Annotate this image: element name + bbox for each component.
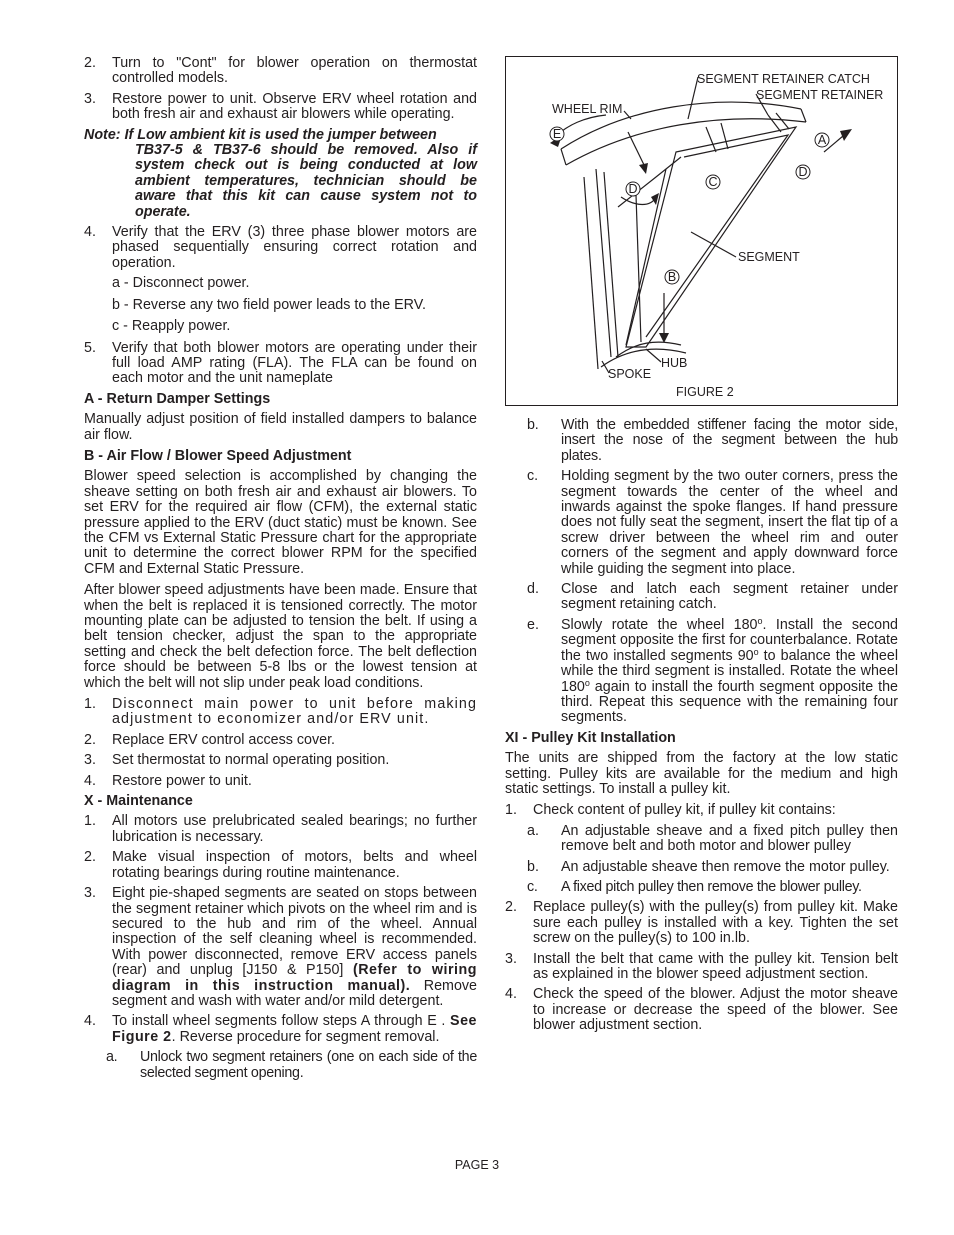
sub-step-text: . Install the second segment opposite the first for counterbalance. Rotate the two installed segments 90: [561, 616, 898, 664]
sub-step-text: An adjustable sheave then remove the motor pulley.: [561, 858, 890, 875]
sub-step: [84, 1050, 477, 1081]
degree-mark: o: [753, 646, 759, 657]
sub-step-text: A fixed pitch pulley then remove the blower pulley.: [561, 878, 862, 895]
figure-reference: See Figure 2: [112, 1013, 477, 1045]
sub-step-text: Close and latch each segment retainer under segment retaining catch.: [561, 581, 898, 613]
figure-caption: FIGURE 2: [676, 385, 734, 399]
sub-step-letter: a.: [527, 822, 539, 839]
sub-step: c - Reapply power.: [112, 318, 231, 335]
list-item: [505, 952, 898, 983]
item-text: Check the speed of the blower. Adjust the motor sheave to increase or decrease the speed of the blower. See blower adjustment section.: [533, 986, 898, 1034]
paragraph: Blower speed selection is accomplished by changing the sheave setting on both fresh air and exhaust air blowers. To set ERV for the required air flow (CFM), the external static pressure applied to the ERV (duct static) must be known. See the CFM vs External Static Pressure chart for the appropriate unit to determine the correct blower RPM for the specified CFM and External Static Pressure.: [84, 468, 477, 577]
paragraph: Manually adjust position of field installed dampers to balance air flow.: [84, 411, 477, 443]
note-rest: TB37-5 & TB37-6 should be removed. Also if system check out is being conducted at low ambient temperatures, technician should be aware that this kit can cause system not to operate.: [135, 142, 477, 220]
page-number: PAGE 3: [454, 1158, 500, 1172]
item-number: 3.: [505, 950, 517, 967]
marker-e: E: [552, 127, 562, 141]
sub-step-letter: c.: [527, 878, 538, 895]
list-item: [84, 753, 477, 768]
item-text: Replace pulley(s) with the pulley(s) from pulley kit. Make sure each pulley is installed with a key. Tighten the set screw on the pulley(s) to 100 in.lb.: [533, 899, 898, 947]
section-heading-pulley-kit: XI - Pulley Kit Installation: [505, 729, 676, 746]
list-item: [84, 1014, 477, 1045]
marker-a: A: [817, 133, 827, 147]
label-segment-retainer-catch: SEGMENT RETAINER CATCH: [697, 72, 870, 86]
sub-step: b - Reverse any two field power leads to the ERV.: [112, 296, 426, 313]
sub-step: a - Disconnect power.: [112, 275, 250, 292]
item-text: Make visual inspection of motors, belts and wheel rotating bearings during routine maintenance.: [112, 849, 477, 881]
list-item: [84, 814, 477, 845]
marker-b: B: [667, 270, 677, 284]
section-heading-maintenance: X - Maintenance: [84, 793, 193, 810]
label-hub: HUB: [661, 356, 688, 370]
sub-step-text: to balance the wheel while the third segment is installed. Rotate the wheel 180: [561, 647, 898, 695]
item-text: To install wheel segments follow steps A through E .: [112, 1013, 446, 1030]
marker-d: D: [798, 165, 808, 179]
spoke-line: [584, 177, 598, 369]
paragraph: After blower speed adjustments have been made. Ensure that when the belt is replaced it is tensioned correctly. The motor mounting plate can be adjusted to tension the belt. If using a belt tension checker, adjust the span to the appropriate setting and check the belt defection force. The belt deflection force should be between 5-8 lbs or the lowest tension at which the belt will not slip under peak load conditions.: [84, 582, 477, 691]
item-text: Remove segment and wash with water and/or mild detergent.: [112, 977, 478, 1009]
item-number: 2.: [84, 731, 96, 748]
sub-step-text: Slowly rotate the wheel 180: [561, 616, 758, 633]
item-text: Eight pie-shaped segments are seated on stops between the segment retainer which pivots on the wheel rim and is secured to the hub and rim of the wheel. Annual inspection of the self cleaning wheel is recommended. With power disconnected, remove ERV access panels (rear) and unplug [J150 & P150]: [112, 885, 477, 979]
list-item: [84, 697, 477, 728]
item-text: Restore power to unit. Observe ERV wheel rotation and both fresh air and exhaust air blowers while operating.: [112, 90, 477, 123]
sub-step-letter: b.: [527, 858, 539, 875]
item-number: 2.: [505, 899, 517, 916]
item-text: Disconnect main power to unit before making adjustment to economizer and/or ERV unit.: [112, 696, 477, 728]
section-heading-return-damper: A - Return Damper Settings: [84, 390, 271, 407]
sub-step: [505, 860, 898, 875]
item-number: 3.: [84, 752, 96, 769]
item-text: Verify that both blower motors are operating under their full load AMP rating (FLA). The FLA can be found on each motor and the unit nameplate: [112, 339, 477, 387]
paragraph: The units are shipped from the factory at the low static setting. Pulley kits are available for the medium and high static settings. To install a pulley kit.: [505, 750, 898, 797]
note-lead: Note: If Low ambient kit is used the jumper between: [84, 126, 437, 143]
label-spoke: SPOKE: [608, 367, 652, 381]
label-segment-retainer: SEGMENT RETAINER: [756, 88, 884, 102]
list-item: [84, 886, 477, 1009]
left-column: [84, 56, 477, 1086]
item-number: 4.: [84, 1013, 96, 1030]
sub-step-text: With the embedded stiffener facing the motor side, insert the nose of the segment between the hub plates.: [561, 417, 898, 464]
degree-mark: o: [584, 677, 590, 688]
marker-d: D: [628, 182, 638, 196]
wheel-rim-inner: [566, 119, 806, 165]
list-item: [84, 850, 477, 881]
item-text: All motors use prelubricated sealed bearings; no further lubrication is necessary.: [112, 813, 477, 845]
sub-step-text: Holding segment by the two outer corners, press the segment towards the center of the wheel and inwards against the spoke flanges. If hand pressure does not fully seat the segment, insert the flat tip of a screw driver between the wheel rim and outer corners of the segment and apply downward force while guiding the segment into place.: [561, 468, 898, 577]
list-item: [84, 733, 477, 748]
sub-step-letter: a.: [106, 1049, 118, 1066]
wheel-diagram-svg: [506, 57, 899, 407]
item-text: Restore power to unit.: [112, 772, 252, 789]
list-item: [84, 92, 477, 123]
item-number: 4.: [84, 224, 96, 241]
list-item: [84, 225, 477, 271]
sub-step-letter: b.: [527, 417, 539, 433]
sub-step: [505, 582, 898, 613]
item-number: 3.: [84, 885, 96, 902]
section-heading-air-flow: B - Air Flow / Blower Speed Adjustment: [84, 447, 352, 464]
item-text: Replace ERV control access cover.: [112, 731, 336, 748]
sub-step: [505, 615, 898, 726]
list-item: [84, 56, 477, 87]
sub-step: [505, 469, 898, 577]
list-item: [505, 803, 898, 818]
item-number: 1.: [505, 802, 517, 819]
sub-step-text: Unlock two segment retainers (one on each side of the selected segment opening.: [140, 1049, 477, 1081]
sub-step-text: An adjustable sheave and a fixed pitch pulley then remove belt and both motor and blower pulley: [561, 822, 898, 855]
sub-step-letter: d.: [527, 581, 539, 598]
list-item: [84, 341, 477, 387]
item-number: 2.: [84, 849, 96, 866]
item-number: 4.: [505, 986, 517, 1003]
item-text: . Reverse procedure for segment removal.: [171, 1028, 440, 1045]
item-text: Set thermostat to normal operating position.: [112, 752, 390, 769]
figure-2-wheel-diagram: [505, 56, 898, 406]
list-item: [505, 987, 898, 1033]
marker-c: C: [708, 175, 718, 189]
item-text: Verify that the ERV (3) three phase blower motors are phased sequentially ensuring correct rotation and operation.: [112, 224, 477, 271]
item-text: Install the belt that came with the pulley kit. Tension belt as explained in the blower speed adjustment section.: [533, 950, 898, 982]
sub-step: [505, 418, 898, 464]
label-wheel-rim: WHEEL RIM: [552, 102, 623, 116]
list-item: [84, 774, 477, 789]
sub-step-letter: e.: [527, 616, 539, 633]
item-number: 4.: [84, 772, 96, 789]
right-column: [505, 418, 898, 1039]
item-number: 2.: [84, 55, 96, 71]
item-text: Turn to "Cont" for blower operation on thermostat controlled models.: [112, 55, 477, 87]
list-item: [505, 900, 898, 946]
sub-step: [505, 880, 898, 895]
item-number: 1.: [84, 696, 96, 713]
sub-step-text: again to install the fourth segment opposite the third. Repeat this sequence with the remaining four segments.: [561, 678, 898, 726]
degree-mark: o: [757, 615, 763, 626]
low-ambient-note: [84, 128, 477, 220]
item-number: 1.: [84, 813, 96, 830]
item-number: 5.: [84, 339, 96, 356]
sub-step-letter: c.: [527, 468, 539, 485]
sub-step: [505, 824, 898, 855]
item-text: Check content of pulley kit, if pulley kit contains:: [533, 802, 836, 819]
item-bold-text: (Refer to wiring diagram in this instruction manual).: [112, 962, 477, 994]
item-number: 3.: [84, 90, 96, 107]
label-segment: SEGMENT: [738, 250, 800, 264]
